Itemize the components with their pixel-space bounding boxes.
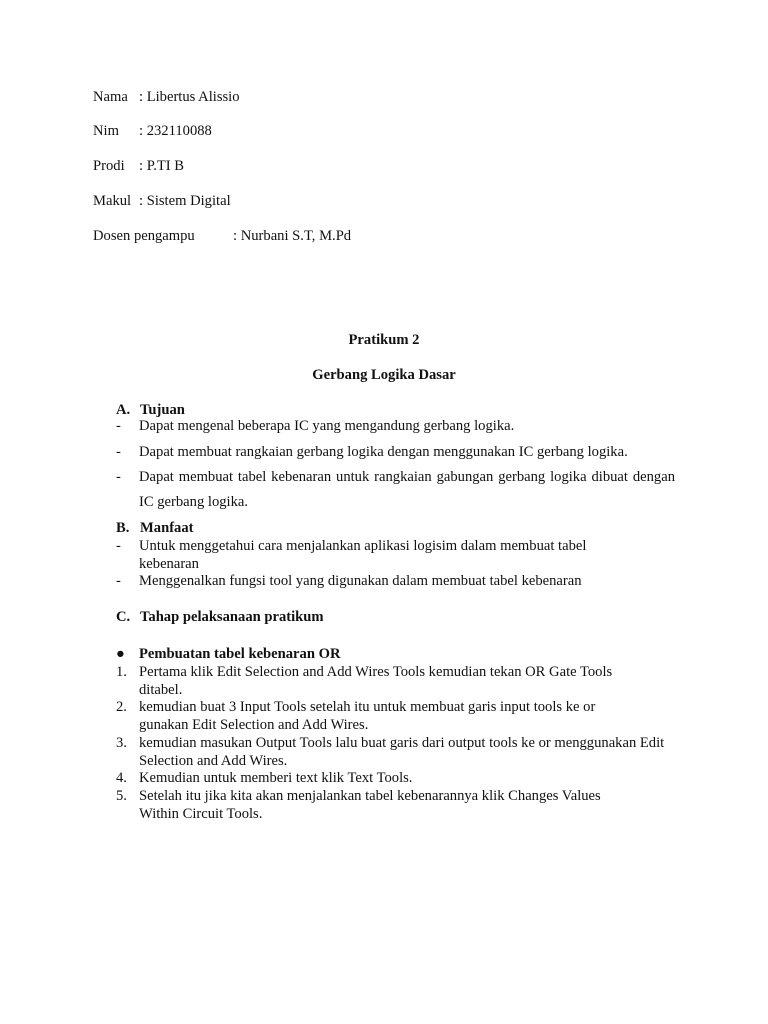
step-item — [116, 787, 675, 823]
list-item — [116, 443, 675, 461]
prodi-value: : P.TI B — [139, 158, 185, 174]
number-marker: 3. — [116, 735, 127, 751]
identity-dosen — [93, 227, 351, 245]
nama-label: Nama — [93, 89, 128, 105]
identity-nim — [93, 122, 212, 140]
list-item — [116, 417, 675, 435]
step-item — [116, 663, 675, 699]
list-item — [116, 572, 675, 590]
prodi-label: Prodi — [93, 158, 125, 174]
step-text: kemudian masukan Output Tools lalu buat garis dari output tools ke or menggunakan Edit Selection and Add Wires. — [139, 735, 665, 769]
document-title: Pratikum 2 — [348, 332, 420, 348]
step-item — [116, 698, 675, 734]
list-item-text: Dapat membuat rangkaian gerbang logika dengan menggunakan IC gerbang logika. — [139, 444, 628, 460]
dash-marker: - — [116, 469, 121, 485]
dosen-label: Dosen pengampu — [93, 228, 195, 244]
list-item — [116, 465, 675, 515]
section-c-title: Tahap pelaksanaan pratikum — [140, 609, 324, 625]
document-subtitle: Gerbang Logika Dasar — [312, 367, 456, 383]
number-marker: 4. — [116, 770, 127, 786]
identity-makul — [93, 192, 231, 210]
nama-value: : Libertus Alissio — [139, 89, 240, 105]
dash-marker: - — [116, 418, 121, 434]
subheading-item — [116, 645, 675, 663]
identity-nama — [93, 88, 240, 106]
section-c-heading — [116, 608, 324, 626]
section-a-title: Tujuan — [140, 402, 185, 418]
subheading-text: Pembuatan tabel kebenaran OR — [139, 646, 341, 662]
step-text: Setelah itu jika kita akan menjalankan tabel kebenarannya klik Changes Values Within Circuit Tools. — [139, 788, 601, 822]
makul-label: Makul — [93, 193, 132, 209]
list-item-text: Untuk menggetahui cara menjalankan aplikasi logisim dalam membuat tabel kebenaran — [139, 538, 587, 572]
step-text: Pertama klik Edit Selection and Add Wires Tools kemudian tekan OR Gate Tools ditabel. — [139, 664, 613, 698]
section-a-marker: A. — [116, 402, 131, 418]
list-item-text: Dapat membuat tabel kebenaran untuk rangkaian gabungan gerbang logika dibuat dengan IC gerbang logika. — [139, 469, 675, 510]
list-item-text: Menggenalkan fungsi tool yang digunakan dalam membuat tabel kebenaran — [139, 573, 582, 589]
number-marker: 1. — [116, 664, 127, 680]
dosen-value: : Nurbani S.T, M.Pd — [233, 228, 352, 244]
list-item — [116, 537, 675, 573]
list-item-text: Dapat mengenal beberapa IC yang mengandung gerbang logika. — [139, 418, 515, 434]
section-b-heading — [116, 519, 194, 537]
section-b-marker: B. — [116, 520, 130, 536]
step-text: Kemudian untuk memberi text klik Text Tools. — [139, 770, 413, 786]
step-item — [116, 734, 675, 770]
section-b-title: Manfaat — [140, 520, 194, 536]
number-marker: 2. — [116, 699, 127, 715]
makul-value: : Sistem Digital — [139, 193, 231, 209]
identity-prodi — [93, 157, 184, 175]
nim-value: : 232110088 — [139, 123, 212, 139]
section-c-marker: C. — [116, 609, 131, 625]
dash-marker: - — [116, 444, 121, 460]
step-text: kemudian buat 3 Input Tools setelah itu untuk membuat garis input tools ke or gunakan Edit Selection and Add Wires. — [139, 699, 596, 733]
step-item — [116, 769, 675, 787]
nim-label: Nim — [93, 123, 119, 139]
number-marker: 5. — [116, 788, 127, 804]
bullet-marker: ● — [116, 646, 125, 662]
dash-marker: - — [116, 538, 121, 554]
dash-marker: - — [116, 573, 121, 589]
